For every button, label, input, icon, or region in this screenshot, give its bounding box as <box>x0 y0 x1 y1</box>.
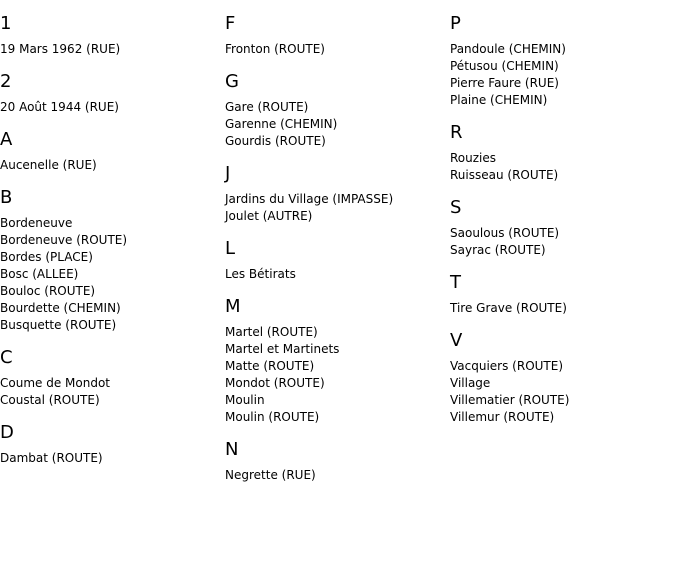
letter-heading: J <box>225 163 231 184</box>
letter-group <box>0 12 225 58</box>
street-list <box>0 99 225 116</box>
letter-group <box>0 128 225 174</box>
street-link[interactable]: Bordeneuve <box>0 216 73 230</box>
street-list <box>225 99 450 150</box>
street-link[interactable]: Aucenelle (RUE) <box>0 158 97 172</box>
letter-group <box>450 196 675 259</box>
street-link[interactable]: Martel (ROUTE) <box>225 325 318 339</box>
street-link[interactable]: Vacquiers (ROUTE) <box>450 359 564 373</box>
street-link[interactable]: Village <box>450 376 491 390</box>
street-list <box>225 266 450 283</box>
index-column-1 <box>0 0 225 467</box>
street-link[interactable]: Pétusou (CHEMIN) <box>450 59 559 73</box>
letter-heading: L <box>225 238 236 259</box>
street-link[interactable]: Bordes (PLACE) <box>0 250 93 264</box>
street-link[interactable]: Sayrac (ROUTE) <box>450 243 546 257</box>
letter-heading: C <box>0 347 13 368</box>
letter-group <box>225 162 450 225</box>
street-link[interactable]: Bourdette (CHEMIN) <box>0 301 121 315</box>
letter-group <box>450 121 675 184</box>
letter-group <box>0 346 225 409</box>
letter-group <box>0 186 225 334</box>
street-list <box>0 41 225 58</box>
letter-group <box>225 70 450 150</box>
letter-heading: A <box>0 129 13 150</box>
street-link[interactable]: Mondot (ROUTE) <box>225 376 325 390</box>
street-link[interactable]: Villemur (ROUTE) <box>450 410 555 424</box>
letter-heading: G <box>225 71 239 92</box>
letter-heading: 2 <box>0 71 12 92</box>
street-link[interactable]: Tire Grave (ROUTE) <box>450 301 567 315</box>
street-link[interactable]: Pandoule (CHEMIN) <box>450 42 566 56</box>
letter-heading: N <box>225 439 239 460</box>
street-list <box>450 41 675 109</box>
street-link[interactable]: Dambat (ROUTE) <box>0 451 103 465</box>
street-list <box>450 358 675 426</box>
letter-heading: P <box>450 13 461 34</box>
street-list <box>450 300 675 317</box>
street-link[interactable]: Moulin (ROUTE) <box>225 410 320 424</box>
letter-group <box>0 70 225 116</box>
letter-heading: S <box>450 197 462 218</box>
letter-group <box>450 271 675 317</box>
street-link[interactable]: Bouloc (ROUTE) <box>0 284 96 298</box>
street-link[interactable]: Fronton (ROUTE) <box>225 42 325 56</box>
letter-heading: V <box>450 330 463 351</box>
street-link[interactable]: Gourdis (ROUTE) <box>225 134 326 148</box>
street-link[interactable]: Coume de Mondot <box>0 376 110 390</box>
letter-heading: F <box>225 13 236 34</box>
street-link[interactable]: 19 Mars 1962 (RUE) <box>0 42 121 56</box>
street-link[interactable]: Joulet (AUTRE) <box>225 209 313 223</box>
letter-group <box>450 12 675 109</box>
street-list <box>225 324 450 426</box>
street-link[interactable]: Martel et Martinets <box>225 342 340 356</box>
street-link[interactable]: Plaine (CHEMIN) <box>450 93 548 107</box>
street-list <box>225 467 450 484</box>
street-link[interactable]: Busquette (ROUTE) <box>0 318 117 332</box>
street-link[interactable]: Negrette (RUE) <box>225 468 316 482</box>
street-list <box>450 225 675 259</box>
index-column-2 <box>225 0 450 484</box>
street-link[interactable]: Villematier (ROUTE) <box>450 393 570 407</box>
letter-group <box>450 329 675 426</box>
letter-group <box>225 12 450 58</box>
street-link[interactable]: Bosc (ALLEE) <box>0 267 79 281</box>
street-link[interactable]: Coustal (ROUTE) <box>0 393 100 407</box>
street-list <box>450 150 675 184</box>
street-link[interactable]: Pierre Faure (RUE) <box>450 76 559 90</box>
street-link[interactable]: Gare (ROUTE) <box>225 100 309 114</box>
street-list <box>225 191 450 225</box>
letter-heading: D <box>0 422 14 443</box>
street-link[interactable]: Moulin <box>225 393 265 407</box>
street-list <box>0 375 225 409</box>
street-link[interactable]: Rouzies <box>450 151 497 165</box>
index-column-3 <box>450 0 675 426</box>
street-link[interactable]: Saoulous (ROUTE) <box>450 226 560 240</box>
street-list <box>0 450 225 467</box>
street-link[interactable]: Ruisseau (ROUTE) <box>450 168 559 182</box>
street-link[interactable]: Garenne (CHEMIN) <box>225 117 338 131</box>
letter-group <box>0 421 225 467</box>
street-link[interactable]: 20 Août 1944 (RUE) <box>0 100 119 114</box>
street-link[interactable]: Matte (ROUTE) <box>225 359 315 373</box>
street-list <box>0 157 225 174</box>
letter-heading: R <box>450 122 463 143</box>
street-list <box>225 41 450 58</box>
street-link[interactable]: Les Bétirats <box>225 267 296 281</box>
letter-group <box>225 295 450 426</box>
street-list <box>0 215 225 334</box>
letter-heading: M <box>225 296 241 317</box>
letter-group <box>225 237 450 283</box>
letter-group <box>225 438 450 484</box>
letter-heading: B <box>0 187 13 208</box>
letter-heading: 1 <box>0 13 12 34</box>
street-link[interactable]: Jardins du Village (IMPASSE) <box>225 192 394 206</box>
street-link[interactable]: Bordeneuve (ROUTE) <box>0 233 128 247</box>
letter-heading: T <box>450 272 461 293</box>
